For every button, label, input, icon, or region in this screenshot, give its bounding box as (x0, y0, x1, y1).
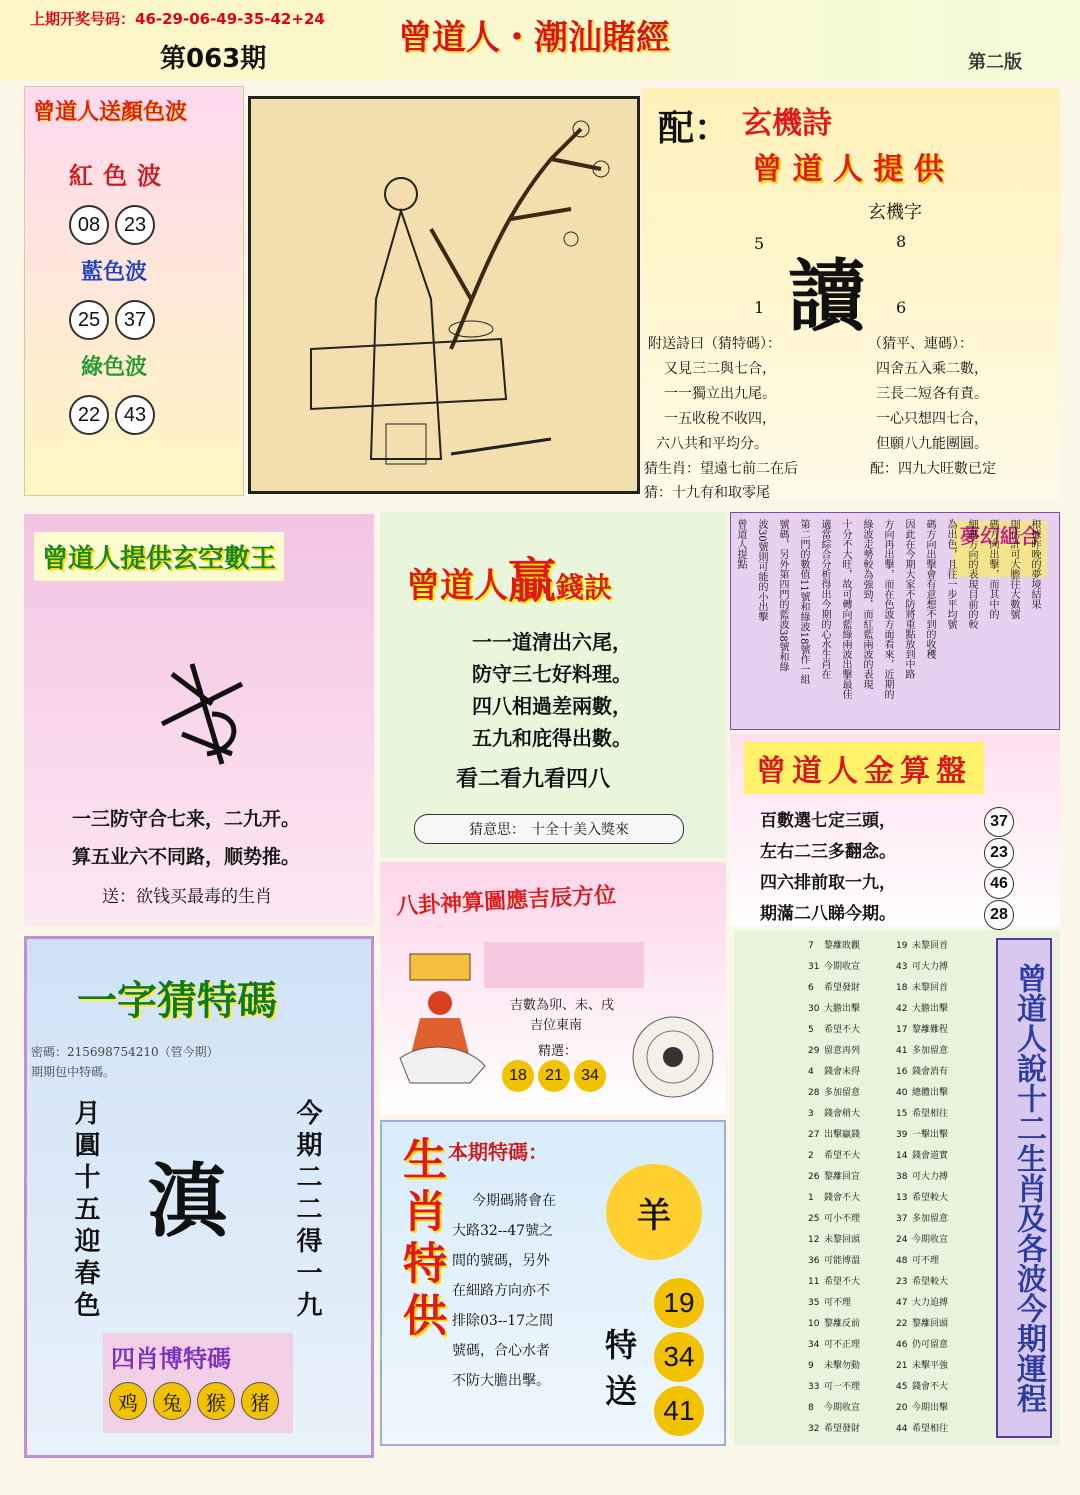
winning-line: 防守三七好料理。 (472, 662, 632, 686)
fortune-num: 30 (808, 1004, 820, 1014)
fortune-row (808, 1167, 988, 1188)
poem-left-header: 附送詩曰（猜特碼）： (648, 336, 781, 352)
special-ball: 41 (654, 1386, 704, 1436)
poem-left-block (648, 332, 781, 457)
one-char-big: 滇 (147, 1155, 227, 1248)
fortune-num: 33 (808, 1382, 820, 1392)
fortune-text: 錢會道實 (912, 1151, 949, 1161)
four-zodiac-box (103, 1333, 293, 1433)
fortune-num: 46 (896, 1340, 908, 1350)
abacus-text: 百數選七定三頭， (760, 811, 896, 831)
winning-title-b: 贏 (508, 553, 557, 609)
bagua-select-label: 精選： (538, 1044, 578, 1059)
fortune-text: 今期收宣 (824, 962, 861, 972)
poem-right-header: （猜平、連碼）： (868, 336, 973, 352)
fortune-row (808, 1104, 988, 1125)
fortune-num: 6 (808, 983, 814, 993)
zodiac-text-line: 在細路方向亦不 (452, 1283, 550, 1299)
dream-body (735, 519, 1045, 723)
fortune-text: 希望不大 (824, 1277, 861, 1287)
fortune-num: 23 (896, 1277, 908, 1287)
dream-column: 碼方向出擊，而其中的 (987, 519, 998, 619)
fortune-num: 34 (808, 1340, 820, 1350)
fortune-text: 希望發財 (824, 1424, 861, 1434)
fortune-text: 未黎回首 (912, 983, 949, 993)
fortune-text: 一擊出擊 (912, 1130, 949, 1140)
xuanji-label: 玄機字 (868, 202, 922, 223)
fortune-text: 黎離反前 (824, 1319, 861, 1329)
fortune-text: 錢會消有 (912, 1067, 949, 1077)
abacus-panel (730, 734, 1060, 926)
warrior-horse-image (390, 948, 490, 1088)
color-wave-panel (24, 86, 244, 496)
fortune-num: 43 (896, 962, 908, 972)
right-vertical-verse: 今期二二得一九 (292, 1099, 322, 1323)
fortune-row (808, 1419, 988, 1440)
fortune-num: 9 (808, 1361, 814, 1371)
fortune-num: 1 (808, 1193, 814, 1203)
last-draw: 上期开奖号码：46-29-06-49-35-42+24 (30, 10, 325, 28)
one-char-title: 一字猜特碼 (77, 978, 277, 1024)
fortune-text: 今期收宣 (824, 1403, 861, 1413)
abacus-row (760, 899, 1020, 930)
fortune-num: 13 (896, 1193, 908, 1203)
zodiac-text-line: 不防大膽出擊。 (452, 1373, 550, 1389)
zodiac-ball: 猪 (241, 1382, 279, 1420)
zodiac-special-text (452, 1186, 556, 1396)
fortune-text: 錢會不大 (912, 1382, 949, 1392)
dream-column: 十分不大旺，故可轉向藍綠兩波出擊最佳 (840, 519, 851, 699)
winning-title-a: 曾道人 (406, 566, 508, 606)
fortune-text: 希望不大 (824, 1025, 861, 1035)
dream-column: 綠波走勢較為強勁，而紅藍兩波的表現 (861, 519, 872, 689)
zodiac-special-panel (380, 1120, 726, 1446)
fortune-text: 錢會未得 (824, 1067, 861, 1077)
corner-number: 8 (896, 232, 907, 251)
password-sub: 期期包中特碼。 (31, 1065, 116, 1079)
fortune-text: 可不理 (824, 1298, 852, 1308)
fortune-text: 黎離回頭 (912, 1319, 949, 1329)
twelve-zodiac-panel (734, 930, 1060, 1446)
fortune-text: 可大力搏 (912, 1172, 949, 1182)
fortune-text: 多加留意 (824, 1088, 861, 1098)
handwritten-glyph-image (152, 654, 262, 774)
poem-line: 但願八九能團圓。 (876, 436, 988, 452)
zodiac-ball: 猴 (197, 1382, 235, 1420)
zodiac-side-title: 生肖特供 (395, 1136, 446, 1344)
wave-ball: 23 (115, 205, 155, 245)
poem-line: 一五收稅不收四， (664, 411, 776, 427)
abacus-row (760, 806, 1020, 837)
corner-number: 1 (754, 298, 765, 317)
winning-title (406, 542, 612, 611)
zodiac-text-line: 間的號碼，另外 (452, 1253, 550, 1269)
fortune-row (808, 1293, 988, 1314)
dream-column: 適當綜合分析得出今期的心水生肖在 (819, 519, 830, 679)
fortune-num: 7 (808, 941, 814, 951)
wave-ball: 22 (69, 395, 109, 435)
wave-label-red: 紅色波 (69, 162, 171, 190)
dream-column: 為出色，且往一步平均號 (945, 519, 956, 629)
fortune-row (808, 978, 988, 999)
dream-column: 號碼，另外第四門的藍波38號和綠 (777, 519, 788, 672)
bagua-title: 八卦神算圖應吉辰方位 (395, 883, 617, 920)
fortune-num: 19 (896, 941, 908, 951)
poem-line: 又見三二與七合， (664, 361, 776, 377)
fortune-text: 多加留意 (912, 1046, 949, 1056)
one-char-panel (24, 936, 374, 1458)
wave-group-green (69, 350, 243, 435)
fortune-num: 14 (896, 1151, 908, 1161)
four-zodiac-title: 四肖博特碼 (111, 1345, 231, 1373)
four-zodiac-balls (109, 1382, 293, 1420)
abacus-text: 期滿二八睇今期。 (760, 904, 896, 924)
left-vertical-verse: 月圓十五迎春色 (70, 1099, 100, 1323)
wave-label-green: 綠色波 (81, 355, 148, 380)
fortune-text: 仍可留意 (912, 1340, 949, 1350)
fortune-row (808, 1335, 988, 1356)
dream-column: 細碼方向的表現目前的較 (966, 519, 977, 629)
wave-ball: 37 (115, 300, 155, 340)
lady-under-tree-image (251, 99, 637, 491)
fortune-row (808, 1020, 988, 1041)
poem-panel (642, 88, 1060, 501)
fortune-row (808, 1272, 988, 1293)
poem-line: 一心只想四七合， (876, 411, 988, 427)
fortune-text: 可大力搏 (912, 962, 949, 972)
xuankong-line: 算五业六不同路，顺势推。 (72, 846, 301, 868)
abacus-ball: 23 (984, 838, 1014, 868)
big-xuanji-char: 讀 (788, 251, 867, 342)
zodiac-text-line: 排除03--17之間 (452, 1313, 554, 1329)
fortune-text: 大力追搏 (912, 1298, 949, 1308)
fortune-row (808, 1398, 988, 1419)
bagua-position: 吉位東南 (530, 1018, 583, 1033)
dream-title: 夢幻組合 (953, 521, 1047, 577)
bagua-select-balls (502, 1060, 606, 1092)
fortune-text: 可小不理 (824, 1214, 861, 1224)
abacus-ball: 46 (984, 869, 1014, 899)
dream-column: 曾道人提點 (735, 519, 746, 569)
fortune-row (808, 957, 988, 978)
guess-line: 猜：十九有和取零尾 (644, 485, 770, 501)
fortune-num: 24 (896, 1235, 908, 1245)
fortune-num: 40 (896, 1088, 908, 1098)
dream-column: 第二門的數值11號和綠波18號作一組 (798, 519, 809, 685)
fortune-text: 希望較大 (912, 1193, 949, 1203)
abacus-ball: 28 (984, 900, 1014, 930)
winning-look: 看二看九看四八 (456, 767, 611, 792)
dream-column: 因此在今期大家不防將重點放到中路 (903, 519, 914, 679)
fortune-row (808, 1251, 988, 1272)
fortune-num: 10 (808, 1319, 820, 1329)
fortune-row (808, 1062, 988, 1083)
bagua-numbers: 吉數為卯、未、戌 (510, 998, 615, 1013)
fortune-num: 35 (808, 1298, 820, 1308)
fortune-num: 37 (896, 1214, 908, 1224)
fortune-text: 希望相往 (912, 1109, 949, 1119)
wave-ball: 25 (69, 300, 109, 340)
special-ball: 19 (654, 1278, 704, 1328)
zodiac-ball: 兔 (153, 1382, 191, 1420)
bagua-panel (380, 862, 726, 1114)
dream-panel (730, 512, 1060, 730)
zodiac-ball: 鸡 (109, 1382, 147, 1420)
abacus-text: 左右二三多翻念。 (760, 842, 896, 862)
fortune-text: 黎離回宣 (824, 1172, 861, 1182)
fortune-num: 45 (896, 1382, 908, 1392)
bagua-blank-box (484, 942, 644, 988)
wave-ball: 08 (69, 205, 109, 245)
page-title: 曾道人・潮汕賭經 (398, 18, 670, 58)
password-line: 密碼：215698754210（管今期） (31, 1045, 219, 1059)
fortune-num: 47 (896, 1298, 908, 1308)
xuankong-title: 曾道人提供玄空數王 (34, 532, 284, 581)
issue-number: 第063期 (160, 44, 267, 74)
fortune-row (808, 999, 988, 1020)
fortune-num: 5 (808, 1025, 814, 1035)
fortune-num: 27 (808, 1130, 820, 1140)
fortune-num: 11 (808, 1277, 820, 1287)
fortune-num: 41 (896, 1046, 908, 1056)
wave-label-blue: 藍色波 (81, 260, 148, 285)
fortune-text: 錢會不大 (824, 1193, 861, 1203)
fortune-text: 大膽出擊 (824, 1004, 861, 1014)
dream-column: 則估計可大膽往大數號 (1008, 519, 1019, 619)
fortune-row (808, 1356, 988, 1377)
fortune-num: 28 (808, 1088, 820, 1098)
wave-ball: 43 (115, 395, 155, 435)
corner-number: 5 (754, 234, 765, 253)
fortune-num: 36 (808, 1256, 820, 1266)
fortune-num: 17 (896, 1025, 908, 1035)
fortune-num: 8 (808, 1403, 814, 1413)
special-balls (654, 1278, 704, 1436)
winning-title-c: 錢訣 (556, 571, 613, 604)
bagua-ball: 21 (538, 1060, 570, 1092)
fortune-num: 26 (808, 1172, 820, 1182)
fortune-text: 未黎回首 (912, 941, 949, 951)
color-wave-title: 曾道人送顏色波 (33, 100, 188, 125)
abacus-row (760, 868, 1020, 899)
abacus-rows (760, 806, 1020, 930)
poem-line: 六八共和平均分。 (656, 436, 768, 452)
fortune-num: 31 (808, 962, 820, 972)
wave-group-red (69, 156, 243, 245)
fortune-text: 黎離敗觀 (824, 941, 861, 951)
fortune-num: 21 (896, 1361, 908, 1371)
dream-column: 方向再出擊，而在色波方面看來，近期的 (882, 519, 893, 699)
fortune-text: 出擊贏錢 (824, 1130, 861, 1140)
wave-group-blue (69, 255, 243, 340)
fortune-num: 38 (896, 1172, 908, 1182)
poem-right-block (868, 332, 988, 457)
fortune-row (808, 1377, 988, 1398)
fortune-text: 希望相往 (912, 1424, 949, 1434)
page-header (0, 0, 1080, 80)
zodiac-text-line: 大路32--47號之 (452, 1223, 554, 1239)
fortune-row (808, 1188, 988, 1209)
fortune-text: 希望不大 (824, 1151, 861, 1161)
fortune-num: 32 (808, 1424, 820, 1434)
winning-line: 一一道清出六尾， (472, 630, 632, 654)
bagua-wheel-icon (628, 1012, 718, 1102)
xuankong-line: 一三防守合七来，二九开。 (72, 808, 301, 830)
dream-column: 碼方向出擊會有意想不到的收穫 (924, 519, 935, 659)
dream-column: 波30號則可能的小出擊 (756, 519, 767, 622)
fortune-num: 25 (808, 1214, 820, 1224)
fortune-num: 4 (808, 1067, 814, 1077)
fortune-row (808, 1041, 988, 1062)
fortune-num: 22 (896, 1319, 908, 1329)
fortune-text: 黎離難程 (912, 1025, 949, 1035)
winning-line: 四八相過差兩數， (472, 694, 632, 718)
fortune-text: 總體出擊 (912, 1088, 949, 1098)
fortune-text: 多加留意 (912, 1214, 949, 1224)
xuankong-gift: 送：欲钱买最毒的生肖 (102, 887, 272, 907)
fortune-text: 可一不理 (824, 1382, 861, 1392)
poem-title: 玄機詩 (742, 106, 832, 141)
fortune-num: 2 (808, 1151, 814, 1161)
dream-column: 根據昨晚的夢境結果 (1029, 519, 1040, 609)
fortune-text: 大膽出擊 (912, 1004, 949, 1014)
winning-line: 五九和庇得出數。 (472, 726, 632, 750)
lady-illustration (248, 96, 640, 494)
abacus-ball: 37 (984, 807, 1014, 837)
riddle-box (414, 814, 684, 844)
abacus-text: 四六排前取一九， (760, 873, 896, 893)
winning-lines (472, 626, 632, 754)
poem-prefix: 配： (658, 108, 731, 149)
fortune-text: 今期收宣 (912, 1235, 949, 1245)
guess-zodiac-line: 猜生肖：望遠七前二在后 (644, 461, 798, 477)
bagua-ball: 34 (574, 1060, 606, 1092)
abacus-row (760, 837, 1020, 868)
fortune-row (808, 1083, 988, 1104)
riddle-label: 猜意思： (469, 822, 525, 838)
fortune-row (808, 1125, 988, 1146)
fortune-num: 42 (896, 1004, 908, 1014)
match-line: 配：四九大旺數已定 (870, 461, 996, 477)
fortune-num: 12 (808, 1235, 820, 1245)
fortune-num: 44 (896, 1424, 908, 1434)
fortune-num: 20 (896, 1403, 908, 1413)
xuankong-panel (24, 514, 374, 926)
fortune-num: 15 (896, 1109, 908, 1119)
special-gift-label: 特送 (600, 1328, 638, 1420)
twelve-zodiac-title: 曾道人說十二生肖及各波今期運程 (996, 938, 1052, 1438)
fortune-text: 可不理 (912, 1256, 940, 1266)
edition-label: 第二版 (968, 52, 1022, 73)
fortune-num: 3 (808, 1109, 814, 1119)
special-ball: 34 (654, 1332, 704, 1382)
fortune-row (808, 1230, 988, 1251)
zodiac-flower: 羊 (606, 1164, 702, 1260)
corner-number: 6 (896, 298, 907, 317)
bagua-ball: 18 (502, 1060, 534, 1092)
fortune-text: 未黎回頭 (824, 1235, 861, 1245)
fortune-text: 未擊平強 (912, 1361, 949, 1371)
zodiac-special-header: 本期特碼： (448, 1140, 548, 1164)
zodiac-fortune-list (808, 936, 988, 1440)
fortune-row (808, 1146, 988, 1167)
fortune-text: 留意再列 (824, 1046, 861, 1056)
fortune-num: 48 (896, 1256, 908, 1266)
winning-panel (380, 512, 726, 858)
poem-line: 四舍五入乘二數， (876, 361, 988, 377)
fortune-text: 希望較大 (912, 1277, 949, 1287)
fortune-text: 可能博溫 (824, 1256, 861, 1266)
zodiac-text-line: 號碼，合心水者 (452, 1343, 550, 1359)
fortune-text: 可不正理 (824, 1340, 861, 1350)
riddle-text: 十全十美入獎來 (531, 822, 629, 838)
fortune-row (808, 1209, 988, 1230)
fortune-num: 39 (896, 1130, 908, 1140)
poem-line: 一一獨立出九尾。 (664, 386, 776, 402)
fortune-row (808, 1314, 988, 1335)
fortune-row (808, 936, 988, 957)
zodiac-text-line: 今期碼將會在 (472, 1193, 556, 1209)
fortune-text: 未擊勿動 (824, 1361, 861, 1371)
fortune-num: 29 (808, 1046, 820, 1056)
fortune-num: 16 (896, 1067, 908, 1077)
abacus-title: 曾道人金算盤 (744, 742, 984, 794)
fortune-text: 希望發財 (824, 983, 861, 993)
fortune-num: 18 (896, 983, 908, 993)
fortune-text: 錢會稍大 (824, 1109, 861, 1119)
poem-line: 三長二短各有責。 (876, 386, 988, 402)
fortune-text: 今期出擊 (912, 1403, 949, 1413)
poem-provider: 曾 道 人 提 供 (752, 152, 944, 187)
